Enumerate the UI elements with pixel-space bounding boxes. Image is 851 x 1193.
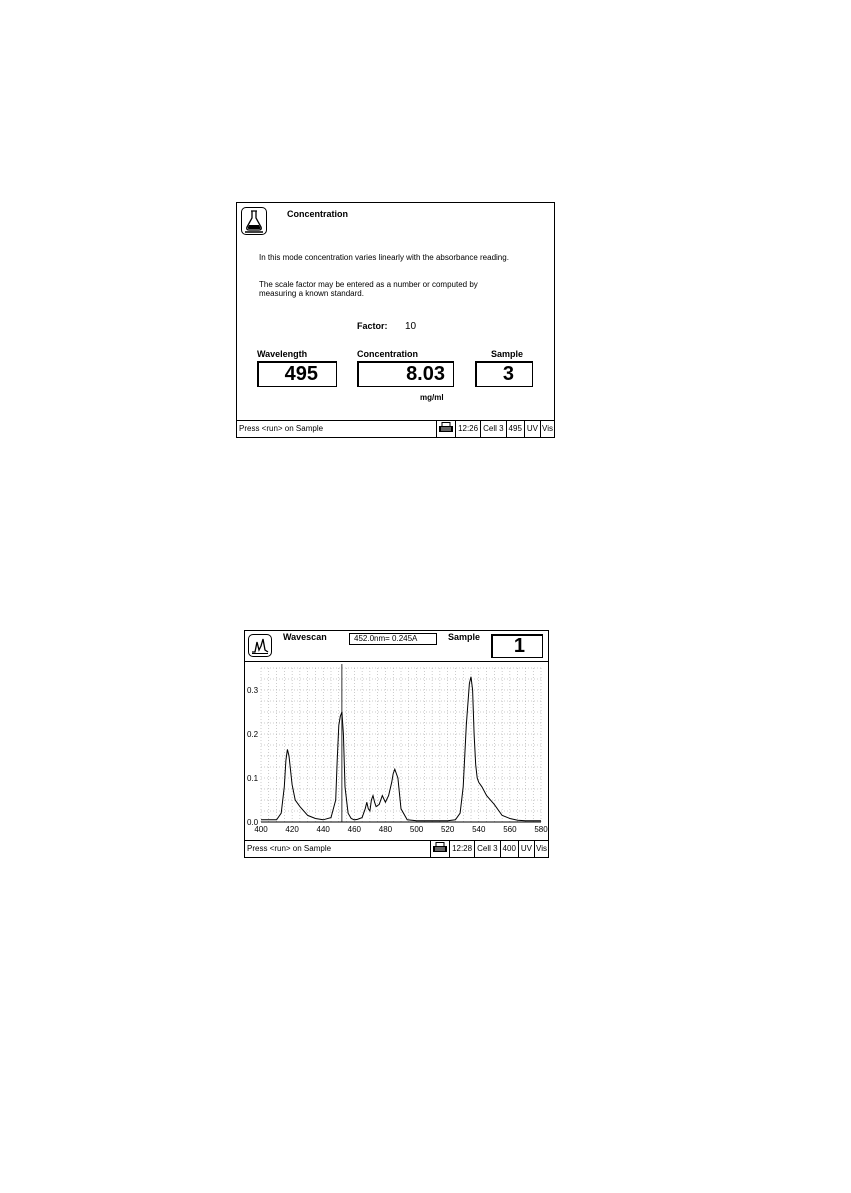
description-text-2: The scale factor may be entered as a number or computed by measuring a known standard. (259, 280, 478, 298)
sample-field[interactable] (475, 361, 533, 387)
status-mode-uv[interactable]: UV (524, 421, 540, 437)
cursor-readout: 452.0nm= 0.245A (349, 633, 437, 645)
x-tick-label: 460 (347, 825, 362, 834)
printer-icon (438, 422, 454, 434)
status-bar (245, 840, 548, 857)
status-time: 12:28 (449, 841, 474, 857)
y-tick-label: 0.1 (247, 774, 259, 783)
concentration-field[interactable] (357, 361, 454, 387)
x-tick-label: 540 (472, 825, 486, 834)
wavescan-header (245, 631, 548, 662)
status-cell[interactable]: Cell 3 (474, 841, 499, 857)
sample-field[interactable] (491, 634, 543, 658)
factor-label: Factor: (357, 321, 388, 331)
wavescan-screen (244, 630, 549, 858)
status-cell[interactable]: Cell 3 (480, 421, 505, 437)
y-tick-label: 0.3 (247, 686, 259, 695)
y-tick-label: 0.0 (247, 818, 259, 827)
unit-label: mg/ml (420, 393, 444, 402)
print-button[interactable] (430, 841, 449, 857)
status-wavelength[interactable]: 400 (500, 841, 518, 857)
x-tick-label: 520 (440, 825, 455, 834)
printer-icon (432, 842, 448, 854)
sample-value: 1 (513, 635, 525, 657)
status-wavelength[interactable]: 495 (506, 421, 524, 437)
spectrum-chart[interactable] (245, 662, 548, 843)
status-mode-uv[interactable]: UV (518, 841, 534, 857)
wavelength-label: Wavelength (257, 349, 308, 359)
concentration-label: Concentration (357, 349, 419, 359)
wavelength-value: 495 (284, 363, 318, 385)
x-tick-label: 420 (285, 825, 299, 834)
screen-title: Concentration (287, 209, 349, 219)
mode-icon-button[interactable] (241, 207, 267, 235)
factor-value[interactable]: 10 (405, 321, 417, 332)
sample-label: Sample (448, 632, 481, 642)
x-tick-label: 440 (316, 825, 330, 834)
y-tick-label: 0.2 (247, 730, 259, 739)
concentration-value: 8.03 (406, 363, 445, 385)
x-tick-label: 560 (503, 825, 517, 834)
x-tick-label: 580 (534, 825, 548, 834)
x-tick-label: 500 (409, 825, 424, 834)
status-time: 12:26 (455, 421, 480, 437)
x-tick-label: 480 (378, 825, 393, 834)
status-message: Press <run> on Sample (247, 844, 332, 853)
status-mode-vis[interactable]: Vis (534, 841, 548, 857)
concentration-screen (236, 202, 555, 438)
sample-value: 3 (502, 363, 514, 385)
status-bar (237, 420, 554, 437)
wavescan-icon (249, 635, 271, 656)
status-mode-vis[interactable]: Vis (540, 421, 554, 437)
flask-icon (242, 208, 266, 234)
description-text-1: In this mode concentration varies linearly with the absorbance reading. (259, 253, 509, 262)
sample-label: Sample (491, 349, 524, 359)
x-tick-label: 400 (254, 825, 268, 834)
screen-title: Wavescan (283, 632, 327, 642)
wavelength-field[interactable] (257, 361, 337, 387)
mode-icon-button[interactable] (248, 634, 272, 657)
print-button[interactable] (436, 421, 455, 437)
status-message: Press <run> on Sample (239, 424, 324, 433)
